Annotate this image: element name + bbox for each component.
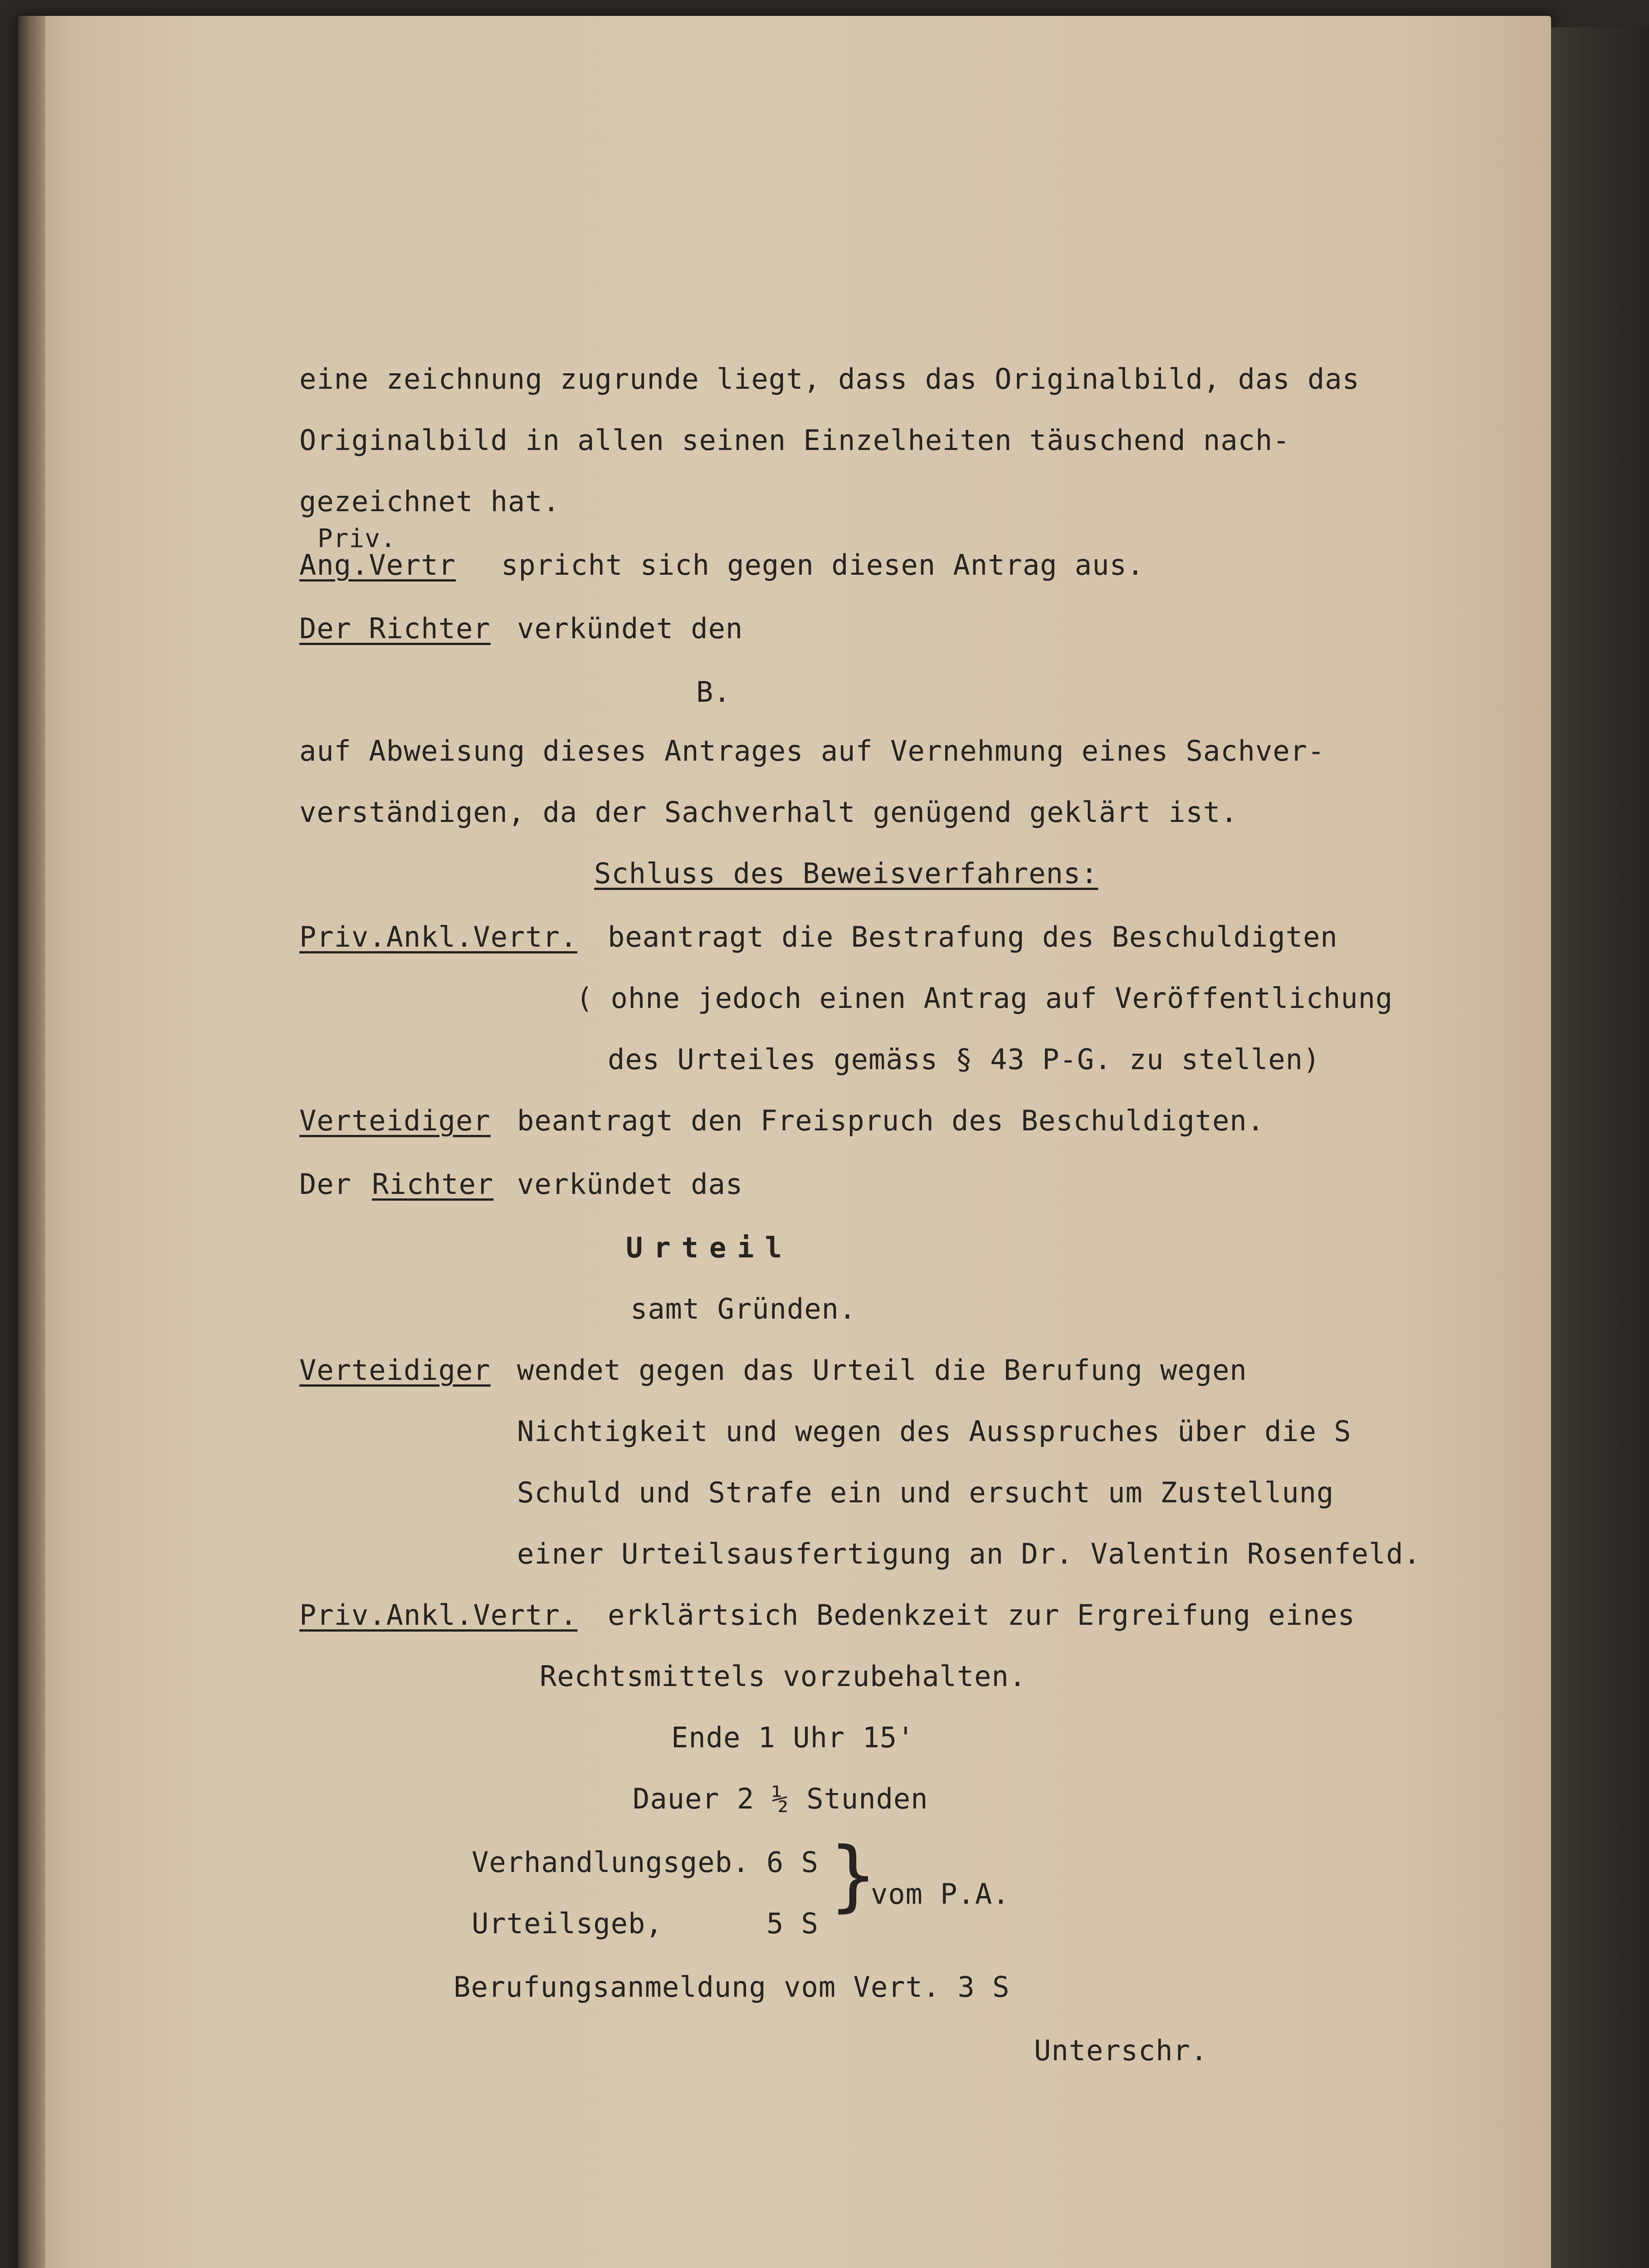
text-line: einer Urteilsausfertigung an Dr. Valentin Rosenfeld.	[517, 1537, 1421, 1570]
text-line: Nichtigkeit und wegen des Ausspruches über die S	[517, 1415, 1351, 1448]
speaker-label: Richter	[372, 1168, 494, 1201]
text-line: des Urteiles gemäss § 43 P-G. zu stellen)	[608, 1043, 1321, 1076]
fee-payer: vom P.A.	[871, 1877, 1010, 1911]
text-line: Dauer 2 ½ Stunden	[633, 1782, 928, 1815]
text-line: erklärtsich Bedenkzeit zur Ergreifung eines	[608, 1598, 1356, 1632]
speaker-label: Verteidiger	[299, 1104, 491, 1137]
fee-label: Verhandlungsgeb.	[472, 1846, 750, 1879]
text-line: wendet gegen das Urteil die Berufung wegen	[517, 1354, 1247, 1387]
section-heading: Schluss des Beweisverfahrens:	[594, 857, 1098, 890]
text-line: Rechtsmittels vorzubehalten.	[540, 1660, 1027, 1693]
speaker-label: Der Richter	[299, 612, 491, 645]
text-line: Ende 1 Uhr 15'	[671, 1721, 915, 1754]
text-line: Der	[299, 1168, 351, 1201]
speaker-label: Ang.Vertr	[299, 548, 456, 582]
text-line: Originalbild in allen seinen Einzelheiten täuschend nach-	[299, 424, 1290, 457]
text-line: auf Abweisung dieses Antrages auf Vernehmung eines Sachver-	[299, 734, 1325, 767]
binding-edge	[18, 16, 45, 2268]
text-line: eine zeichnung zugrunde liegt, dass das Originalbild, das das	[299, 362, 1360, 396]
text-line: verständigen, da der Sachverhalt genügend geklärt ist.	[299, 796, 1238, 829]
verdict-heading: Urteil	[626, 1231, 793, 1264]
brace-symbol: }	[830, 1831, 877, 1921]
speaker-label: Verteidiger	[299, 1354, 491, 1387]
decision-heading: B.	[696, 675, 731, 709]
text-line: beantragt die Bestrafung des Beschuldigten	[608, 920, 1338, 953]
signature-line: Unterschr.	[1034, 2034, 1208, 2067]
text-line: Berufungsanmeldung vom Vert. 3 S	[454, 1970, 1010, 2004]
text-line: gezeichnet hat.	[299, 485, 560, 518]
fee-amount: 6 S	[766, 1846, 819, 1879]
interlinear-note: Priv.	[317, 524, 396, 553]
fee-label: Urteilsgeb,	[472, 1907, 663, 1940]
text-line: samt Gründen.	[630, 1292, 857, 1325]
text-line: verkündet den	[517, 612, 743, 645]
text-line: spricht sich gegen diesen Antrag aus.	[501, 548, 1145, 582]
text-line: beantragt den Freispruch des Beschuldigten.	[517, 1104, 1265, 1137]
fee-amount: 5 S	[766, 1907, 819, 1940]
speaker-label: Priv.Ankl.Vertr.	[299, 920, 578, 953]
dark-background-edge	[1551, 27, 1649, 2268]
text-line: verkündet das	[517, 1168, 743, 1201]
text-line: Schuld und Strafe ein und ersucht um Zustellung	[517, 1476, 1334, 1509]
speaker-label: Priv.Ankl.Vertr.	[299, 1598, 578, 1632]
text-line: ( ohne jedoch einen Antrag auf Veröffentlichung	[576, 982, 1393, 1015]
